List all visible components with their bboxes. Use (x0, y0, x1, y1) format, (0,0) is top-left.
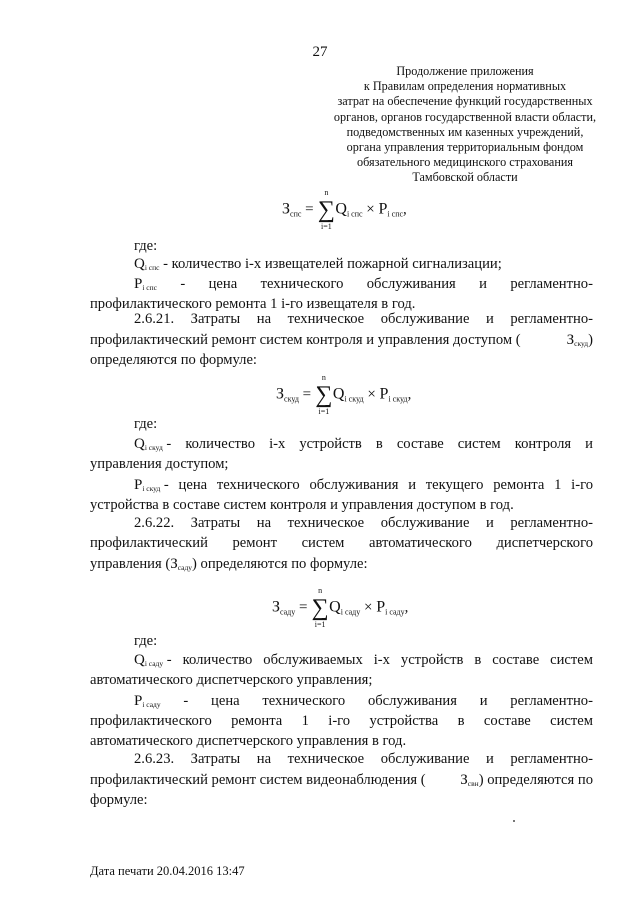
para-2623-line3: формуле: (90, 792, 148, 808)
formula-2: $З_{скуд}$ = n ∑ i=1 $Q_{i скуд} \times P_{i скуд}$, (276, 373, 412, 416)
definition-p-sadu: $P_{i саду}$ - цена технического обслуживания и регламентно- (134, 693, 593, 709)
where-label: где: (134, 633, 158, 649)
header-line: Продолжение приложения (396, 64, 534, 78)
para-2623-line1: 2.6.23. Затраты на техническое обслуживание и регламентно- (134, 751, 593, 767)
header-line: подведомственных им казенных учреждений, (346, 124, 584, 139)
definition-p-sadu-cont: профилактического ремонта 1 i-го устройства в составе систем (90, 713, 593, 729)
formula-1: $З_{спс}$ = n ∑ i=1 $Q_{i спс} \times P_{i спс}$, (282, 188, 407, 231)
appendix-header (300, 64, 630, 186)
where-label: где: (134, 416, 158, 432)
definition-p-spc-cont: профилактического ремонта 1 i-го извещателя в год. (90, 296, 416, 312)
sum-sign: n ∑ i=1 (315, 373, 333, 416)
formula-3: $З_{сaду}$ = n ∑ i=1 $Q_{i саду} \times P_{i саду}$, (272, 586, 409, 629)
definition-q-sadu-cont: автоматического диспетчерского управления; (90, 672, 373, 688)
header-line: Тамбовской области (412, 170, 518, 185)
print-date-footer: Дата печати 20.04.2016 13:47 (90, 864, 245, 878)
para-2621-line3: определяются по формуле: (90, 352, 257, 368)
header-line: органа управления территориальным фондом (346, 140, 584, 155)
para-2622-line1: 2.6.22. Затраты на техническое обслуживание и регламентно- (134, 515, 593, 531)
definition-p-sadu-cont2: автоматического диспетчерского управления в год. (90, 733, 407, 749)
definition-p-spc: $P_{i спс}$ - цена технического обслуживания и регламентно- (134, 276, 593, 292)
definition-q-spc: $Q_{i спс}$ - количество i-х извещателей пожарной сигнализации; (134, 256, 502, 272)
sum-sign: n ∑ i=1 (317, 188, 335, 231)
para-2623-line2: профилактический ремонт систем видеонаблюдения ( $З_{свн}$) определяются по (90, 772, 593, 788)
header-line: к Правилам определения нормативных (363, 79, 567, 94)
definition-p-skud-cont: устройства в составе систем контроля и управления доступом в год. (90, 497, 514, 513)
para-2622-line2: профилактический ремонт систем автоматического диспетчерского (90, 535, 593, 551)
where-label: где: (134, 238, 158, 254)
page-number: 27 (312, 44, 328, 60)
definition-p-skud: $P_{i скуд}$ - цена технического обслуживания и текущего ремонта 1 i-го (134, 477, 593, 493)
para-2622-line3: управления $(З_{саду})$ определяются по формуле: (90, 556, 368, 572)
definition-q-skud: $Q_{i скуд}$ - количество i-х устройств в составе систем контроля и (134, 436, 593, 452)
header-line: органов, органов государственной власти области, (333, 109, 597, 124)
para-2621-line1: 2.6.21. Затраты на техническое обслуживание и регламентно- (134, 311, 593, 327)
para-2621-line2: профилактический ремонт систем контроля и управления доступом ( $З_{скуд}$) (90, 332, 593, 348)
scan-speck (513, 820, 515, 822)
header-line: затрат на обеспечение функций государственных (337, 94, 593, 109)
definition-q-skud-cont: управления доступом; (90, 456, 229, 472)
header-line: обязательного медицинского страхования (357, 155, 573, 170)
definition-q-sadu: $Q_{i саду}$ - количество обслуживаемых i-х устройств в составе систем (134, 652, 593, 668)
sum-sign: n ∑ i=1 (311, 586, 329, 629)
